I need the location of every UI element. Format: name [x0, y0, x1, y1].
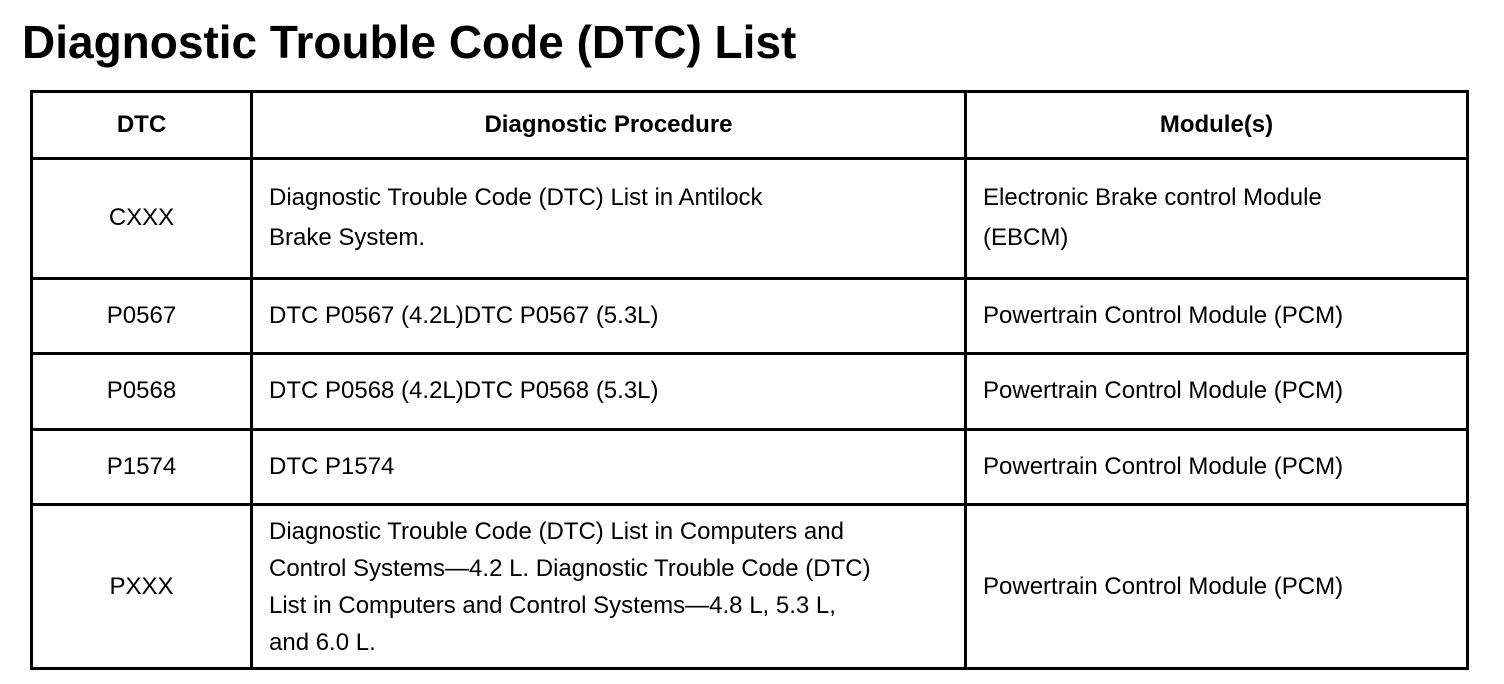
dtc-code-cell: PXXX: [32, 505, 252, 669]
column-header-modules: Module(s): [966, 92, 1468, 159]
dtc-code-cell: CXXX: [32, 159, 252, 279]
module-cell: Electronic Brake control Module (EBCM): [966, 159, 1468, 279]
procedure-cell: DTC P0567 (4.2L)DTC P0567 (5.3L): [252, 278, 966, 353]
module-cell: Powertrain Control Module (PCM): [966, 429, 1468, 504]
table-row: [32, 354, 1468, 429]
page-title: Diagnostic Trouble Code (DTC) List: [22, 16, 797, 68]
procedure-cell: DTC P0568 (4.2L)DTC P0568 (5.3L): [252, 354, 966, 429]
table-row: [32, 278, 1468, 353]
table-header-row: [32, 92, 1468, 159]
procedure-cell: Diagnostic Trouble Code (DTC) List in Antilock Brake System.: [252, 159, 966, 279]
dtc-code-cell: P0567: [32, 278, 252, 353]
procedure-cell: DTC P1574: [252, 429, 966, 504]
dtc-code-cell: P1574: [32, 429, 252, 504]
dtc-code-cell: P0568: [32, 354, 252, 429]
module-cell: Powertrain Control Module (PCM): [966, 505, 1468, 669]
column-header-dtc: DTC: [32, 92, 252, 159]
table-row: [32, 505, 1468, 669]
table-row: [32, 159, 1468, 279]
column-header-procedure: Diagnostic Procedure: [252, 92, 966, 159]
dtc-table: [30, 90, 1469, 670]
table-row: [32, 429, 1468, 504]
procedure-cell: Diagnostic Trouble Code (DTC) List in Computers and Control Systems—4.2 L. Diagnostic Trouble Code (DTC) List in Computers and Control Systems—4.8 L, 5.3 L, and 6.0 L.: [252, 505, 966, 669]
module-cell: Powertrain Control Module (PCM): [966, 278, 1468, 353]
module-cell: Powertrain Control Module (PCM): [966, 354, 1468, 429]
